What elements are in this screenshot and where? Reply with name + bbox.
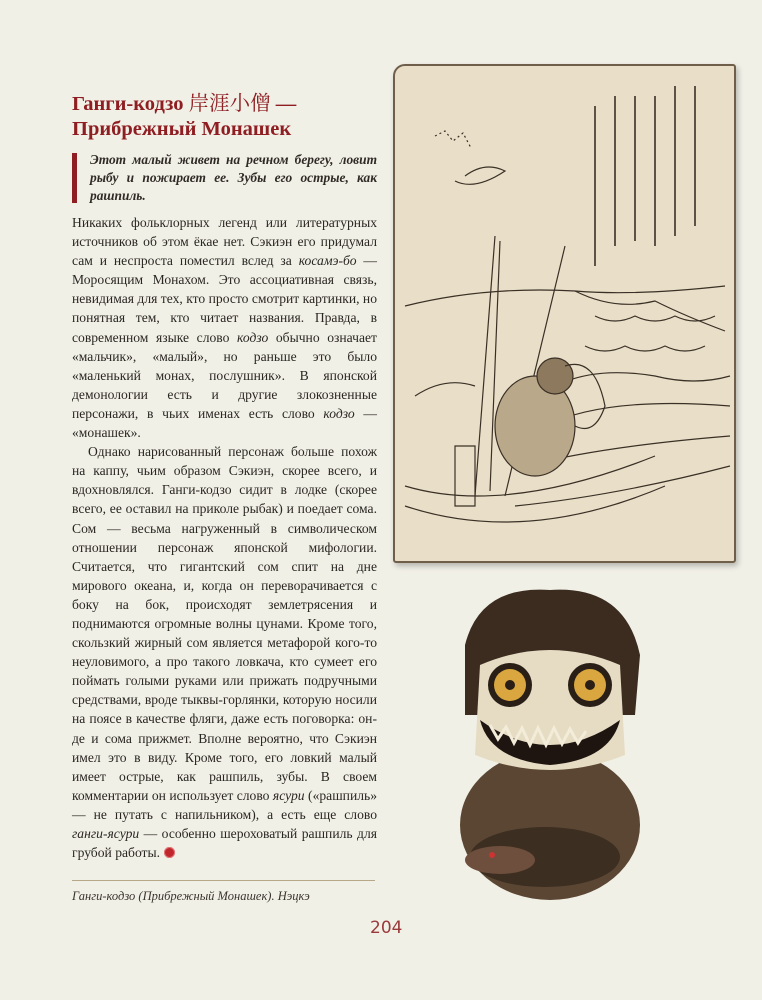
- caption-divider: [72, 880, 375, 881]
- italic-term: ясури: [272, 787, 305, 803]
- title-dash: —: [275, 93, 297, 115]
- epigraph-text: Этот малый живет на речном берегу, ловит рыбу и пожирает ее. Зубы его острые, как рашпиль.: [90, 152, 377, 203]
- woodblock-print-drawing: [395, 66, 734, 561]
- title-name: Ганги-кодзо: [72, 93, 184, 115]
- netsuke-photo: [440, 585, 660, 905]
- netsuke-figure: [440, 585, 660, 905]
- body-paragraph: [72, 442, 377, 862]
- end-mark-flower-icon: [164, 847, 175, 858]
- body-paragraph: [72, 213, 377, 442]
- text-run: — Моросящим Монахом. Это ассоциативная связь, невидимая для тех, кто просто смотрит картинки, но понятная тем, кто читает названия. Правда, в современном языке слово: [72, 253, 377, 345]
- epigraph-bar: [72, 153, 77, 203]
- text-run: Однако нарисованный персонаж больше похож на каппу, чьим образом Сэкиэн, скорее всего, и вдохновлялся. Ганги-кодзо сидит в лодке (скорее всего, ее оставил на приколе рыбак) и поедает сома. Сом — весьма нагруженный в символическом отношении персонаж японской мифологии. Считается, что гигантский сом спит на дне мирового океана, и, когда он переворачивается с боку на бок, происходят землетрясения и поднимаются огромные волны цунами. Кроме того, скользкий жирный сом является метафорой кого-то неуловимого, а про такого ловкача, кто сумеет его поймать голыми руками или прижать подручными средствами, вроде тыквы-горлянки, которую носили на поясе в качестве фляги, даже есть поговорка: он-де и сома прижмет. Вполне вероятно, что Сэкиэн имел это в виду. Кроме того, его ловкий малый имеет острые, как рашпиль, зубы. В своем комментарии он использует слово: [72, 444, 377, 803]
- title-subtitle: Прибрежный Монашек: [72, 118, 292, 140]
- text-run: — «монашек».: [72, 405, 377, 441]
- epigraph: [72, 151, 377, 205]
- text-run: Никаких фольклорных легенд или литературных источников об этом ёкае нет. Сэкиэн его придумал сам и неспроста поместил вслед за: [72, 215, 377, 269]
- text-run: обычно означает «мальчик», «малый», но раньше это было «маленький монах, послушник». В японской демонологии есть и другие злокозненные персонажи, в чьих именах есть слово: [72, 329, 377, 421]
- italic-term: ганги-ясури: [72, 826, 140, 841]
- text-run: («рашпиль» — не путать с напильником), а есть еще слово: [72, 787, 377, 822]
- text-run: — особенно шероховатый рашпиль для грубой работы.: [72, 826, 377, 861]
- article-title: [72, 92, 392, 142]
- woodblock-print-illustration: [393, 64, 736, 563]
- page-number: 204: [370, 918, 403, 938]
- body-text: [72, 213, 377, 862]
- italic-term: кодзо: [323, 405, 355, 421]
- figure-caption: Ганги-кодзо (Прибрежный Монашек). Нэцкэ: [72, 889, 310, 903]
- italic-term: косамэ-бо: [298, 253, 357, 269]
- title-kanji: 岸涯小僧: [188, 93, 271, 115]
- italic-term: кодзо: [237, 329, 269, 345]
